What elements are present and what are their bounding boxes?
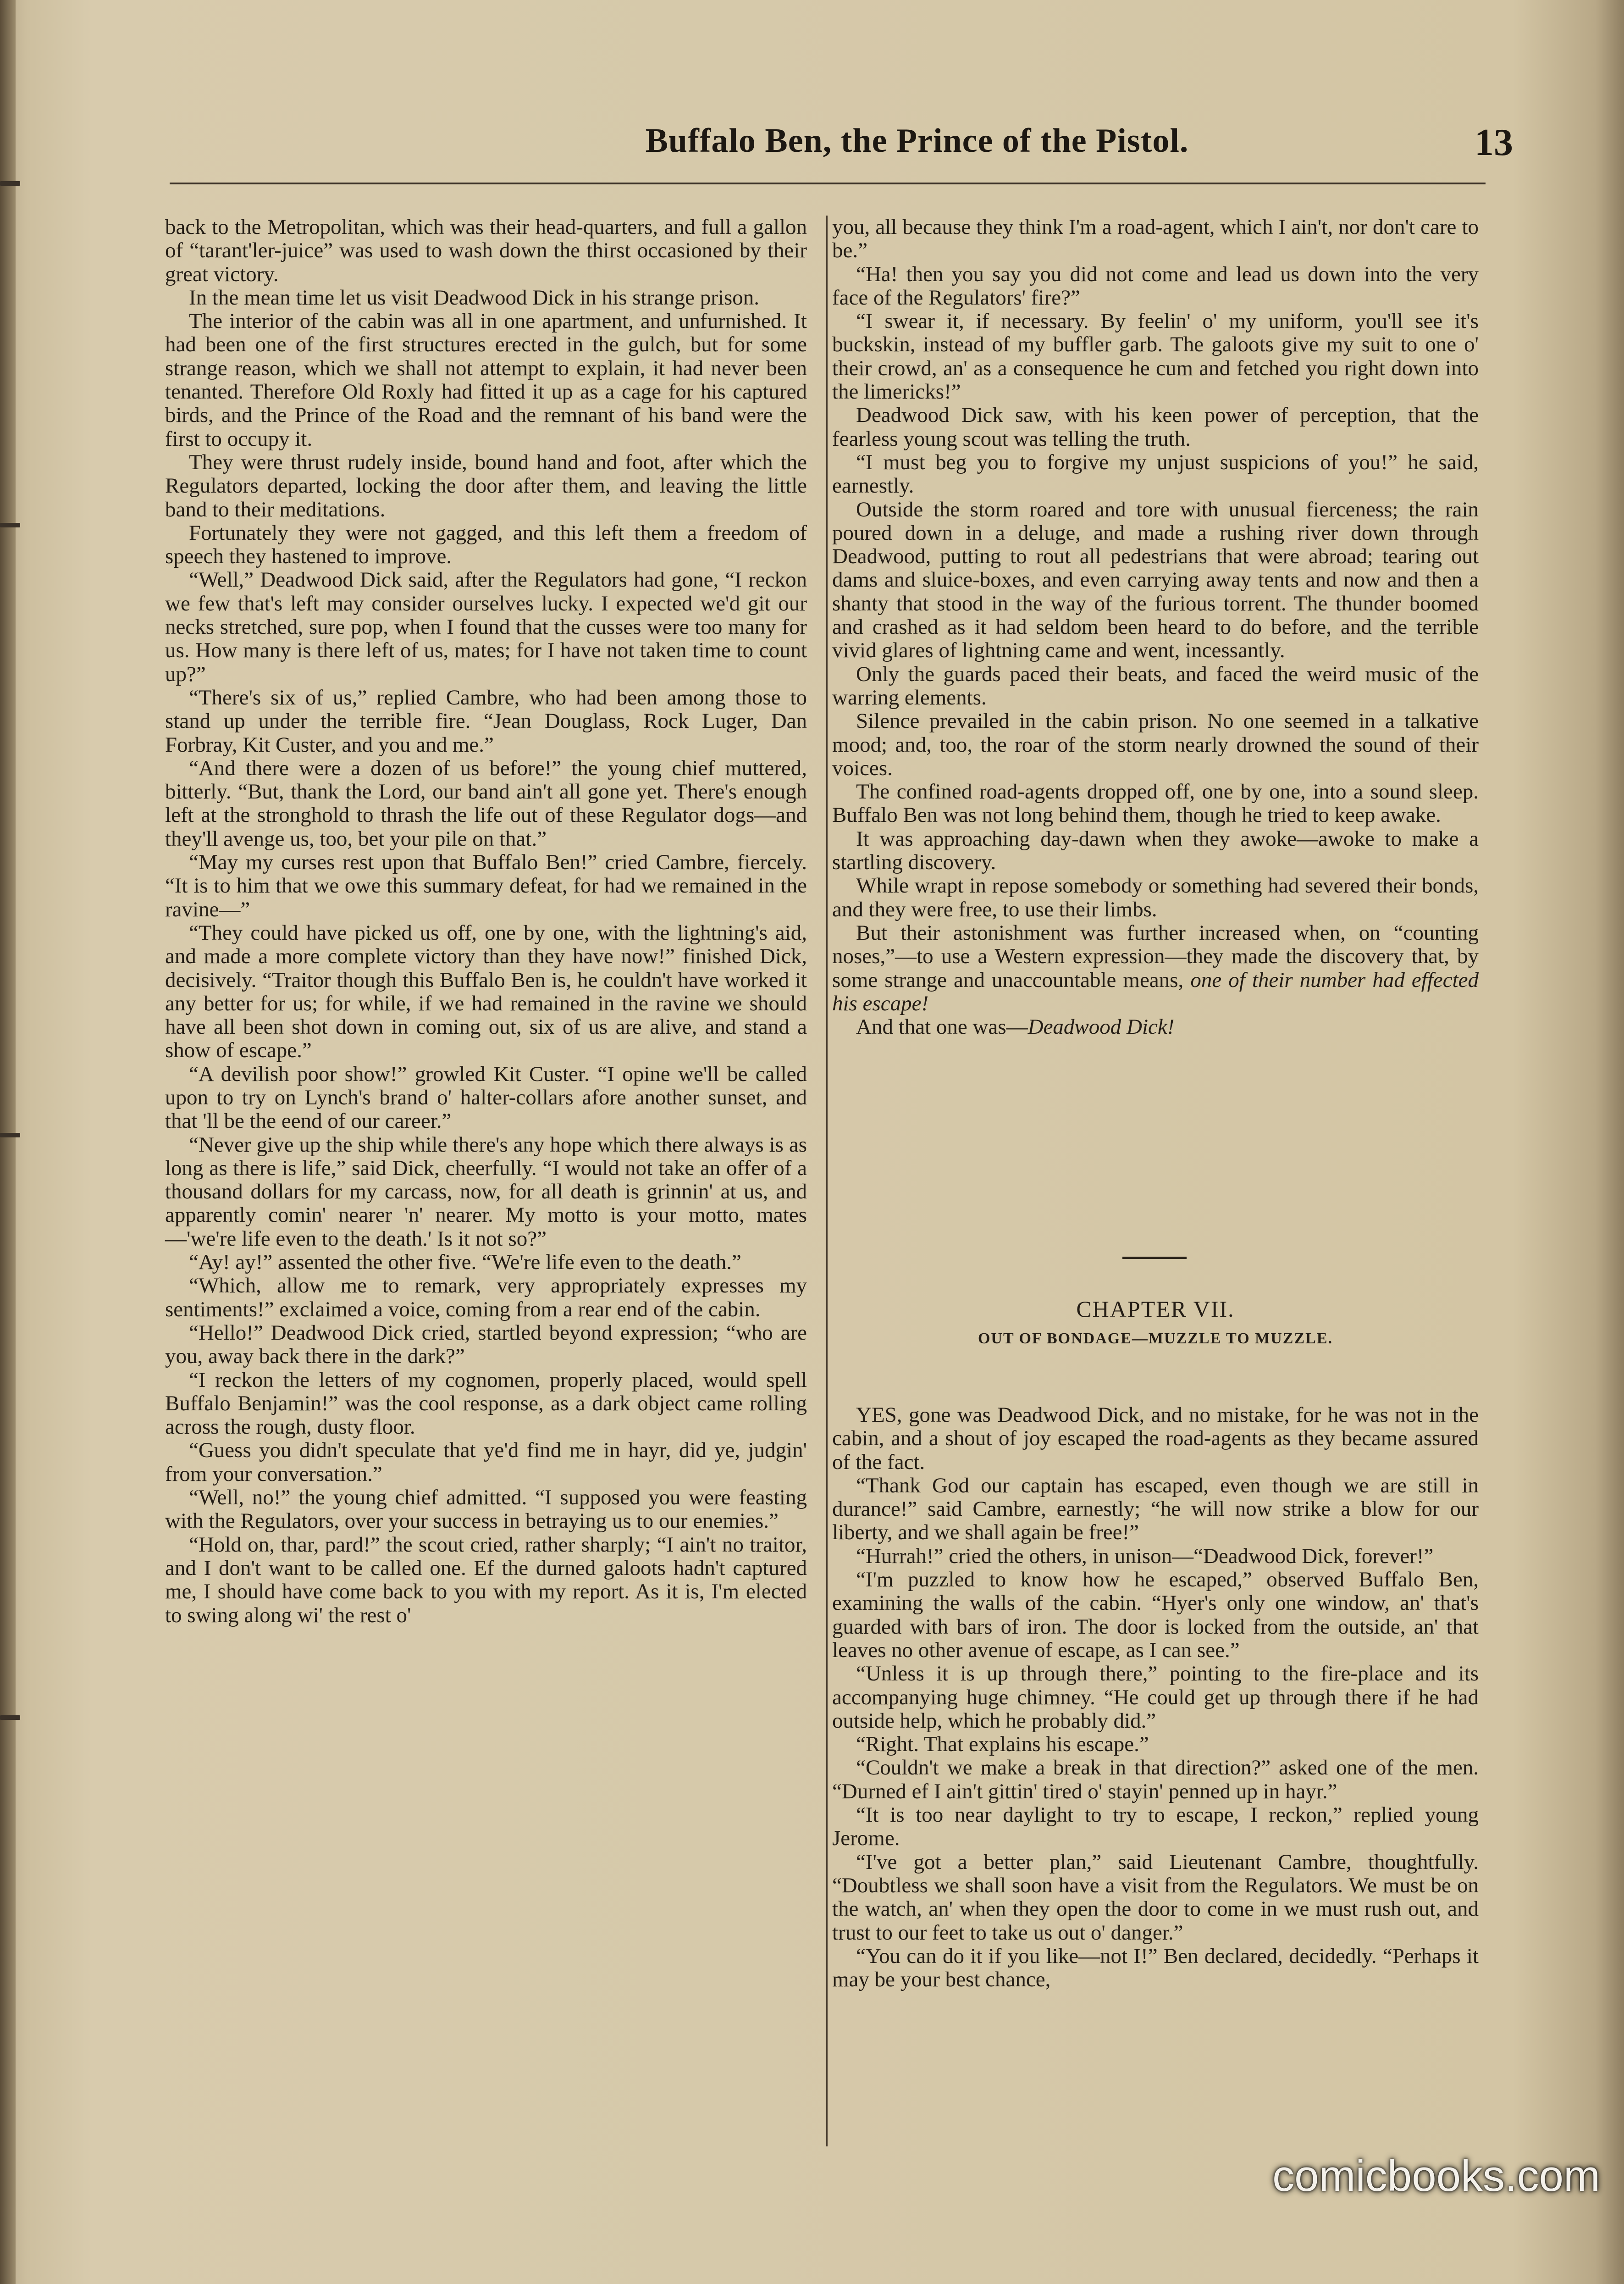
paragraph: “I'm puzzled to know how he escaped,” observed Buffalo Ben, examining the walls of the cabin. “Hyer's only one window, an' that's guarded with bars of iron. The door is locked from the outside, an' that leaves no other avenue of escape, as I can see.” bbox=[832, 1568, 1479, 1662]
staple bbox=[0, 523, 20, 527]
closing-line-prefix: And that one was— bbox=[856, 1015, 1028, 1039]
column-divider bbox=[826, 216, 828, 2146]
closing-line bbox=[832, 1015, 1479, 1039]
right-column-bottom bbox=[832, 1403, 1479, 1991]
escape-phrase: one of their number had effected his escape! bbox=[832, 968, 1479, 1015]
binding-edge bbox=[0, 0, 16, 2284]
paragraph: The interior of the cabin was all in one apartment, and unfurnished. It had been one of the first structures erected in the gulch, but for some strange reason, which we shall not attempt to explain, it had never been tenanted. Therefore Old Roxly had fitted it up as a cage for his captured birds, and the Prince of the Road and the remnant of his band were the first to occupy it. bbox=[165, 309, 807, 451]
paragraph: “I've got a better plan,” said Lieutenant Cambre, thoughtfully. “Doubtless we shall soon have a visit from the Regulators. We must be on the watch, an' when they open the door to come in we must rush out, and trust to our feet to take us out o' danger.” bbox=[832, 1850, 1479, 1945]
page-number: 13 bbox=[1475, 121, 1513, 164]
paragraph: “Guess you didn't speculate that ye'd find me in hayr, did ye, judgin' from your conversation.” bbox=[165, 1438, 807, 1486]
paragraph: back to the Metropolitan, which was their head-quarters, and full a gallon of “tarant'ler-juice” was used to wash down the thirst occasioned by their great victory. bbox=[165, 215, 807, 286]
paragraph: “Unless it is up through there,” pointing to the fire-place and its accompanying huge chimney. “He could get up through there if he had outside help, which he probably did.” bbox=[832, 1662, 1479, 1733]
paragraph: YES, gone was Deadwood Dick, and no mistake, for he was not in the cabin, and a shout of joy escaped the road-agents as they became assured of the fact. bbox=[832, 1403, 1479, 1474]
paragraph: “A devilish poor show!” growled Kit Custer. “I opine we'll be called upon to try on Lynch's brand o' halter-collars afore another sunset, and that 'll be the eend of our career.” bbox=[165, 1062, 807, 1133]
paragraph: While wrapt in repose somebody or something had severed their bonds, and they were free, to use their limbs. bbox=[832, 874, 1479, 921]
paragraph: “Never give up the ship while there's any hope which there always is as long as there is life,” said Dick, cheerfully. “I would not take an offer of a thousand dollars for my carcass, now, for all death is grinnin' at us, and apparently comin' nearer 'n' nearer. My motto is your motto, mates—'we're life even to the death.' Is it not so?” bbox=[165, 1132, 807, 1251]
paragraph: you, all because they think I'm a road-agent, which I ain't, nor don't care to be.” bbox=[832, 215, 1479, 263]
paragraph: “You can do it if you like—not I!” Ben declared, decidedly. “Perhaps it may be your best chance, bbox=[832, 1944, 1479, 1992]
right-column-top bbox=[832, 216, 1479, 1039]
chapter-heading: CHAPTER VII. bbox=[1076, 1296, 1235, 1322]
paragraph: Fortunately they were not gagged, and this left them a freedom of speech they hastened to improve. bbox=[165, 521, 807, 569]
paragraph: In the mean time let us visit Deadwood Dick in his strange prison. bbox=[189, 285, 759, 310]
paragraph: “May my curses rest upon that Buffalo Ben!” cried Cambre, fiercely. “It is to him that we owe this summary defeat, for had we remained in the ravine—” bbox=[165, 850, 807, 921]
paragraph: “Right. That explains his escape.” bbox=[856, 1732, 1149, 1757]
running-title: Buffalo Ben, the Prince of the Pistol. bbox=[645, 122, 1189, 160]
paragraph: “Which, allow me to remark, very appropriately expresses my sentiments!” exclaimed a voice, coming from a rear end of the cabin. bbox=[165, 1274, 807, 1321]
paragraph: “They could have picked us off, one by one, with the lightning's aid, and made a more complete victory than they have now!” finished Dick, decisively. “Traitor though this Buffalo Ben is, he couldn't have worked it any better for us; for while, if we had remained in the ravine we should have all been shot down in coming out, six of us are alive, and stand a show of escape.” bbox=[165, 920, 807, 1063]
paragraph: “I swear it, if necessary. By feelin' o' my uniform, you'll see it's buckskin, instead of my buffler garb. The galoots give my suit to one o' their crowd, an' as a consequence he cum and fetched you right down into the limericks!” bbox=[832, 309, 1479, 404]
paragraph: “Hello!” Deadwood Dick cried, startled beyond expression; “who are you, away back there in the dark?” bbox=[165, 1320, 807, 1369]
staple bbox=[0, 1715, 20, 1720]
paragraph: “Hurrah!” cried the others, in unison—“Deadwood Dick, forever!” bbox=[856, 1544, 1434, 1568]
section-rule bbox=[1122, 1257, 1187, 1259]
watermark: comicbooks.com bbox=[1272, 2151, 1600, 2201]
paragraph: Only the guards paced their beats, and faced the weird music of the warring elements. bbox=[832, 662, 1479, 710]
staple bbox=[0, 1133, 20, 1137]
staple bbox=[0, 181, 20, 186]
paragraph: “Well,” Deadwood Dick said, after the Regulators had gone, “I reckon we few that's left may consider ourselves lucky. I expected we'd git our necks stretched, sure pop, when I found that the cusses were too many for us. How many is there left of us, mates; for I have not taken time to count up?” bbox=[165, 568, 807, 686]
paragraph: “Hold on, thar, pard!” the scout cried, rather sharply; “I ain't no traitor, and I don't want to be called one. Ef the durned galoots hadn't captured me, I should have come back to you with my report. As it is, I'm elected to swing along wi' the rest o' bbox=[165, 1532, 807, 1627]
paragraph: But their astonishment was further increased when, on “counting noses,”—to use a Western expression—they made the discovery that, by some strange and unaccountable means, one of their number had effected his escape! bbox=[832, 920, 1479, 1015]
paragraph: Outside the storm roared and tore with unusual fierceness; the rain poured down in a deluge, and made a rushing river down through Deadwood, putting to rout all pedestrians that were abroad; tearing out dams and sluice-boxes, and even carrying away tents and now and then a shanty that stood in the way of the furious torrent. The thunder boomed and crashed as it had seldom been heard to do before, and the terrible vivid glares of lightning came and went, incessantly. bbox=[832, 497, 1479, 663]
paragraph: “It is too near daylight to try to escape, I reckon,” replied young Jerome. bbox=[832, 1803, 1479, 1851]
paragraph: “I reckon the letters of my cognomen, properly placed, would spell Buffalo Benjamin!” was the cool response, as a dark object came rolling across the rough, dusty floor. bbox=[165, 1368, 807, 1439]
paragraph: “Well, no!” the young chief admitted. “I supposed you were feasting with the Regulators, over your success in betraying us to our enemies.” bbox=[165, 1486, 807, 1533]
paragraph: “Couldn't we make a break in that direction?” asked one of the men. “Durned ef I ain't gittin' tired o' stayin' penned up in hayr.” bbox=[832, 1756, 1479, 1803]
left-column bbox=[165, 216, 807, 1627]
paragraph: They were thrust rudely inside, bound hand and foot, after which the Regulators departed, locking the door after them, and leaving the little band to their meditations. bbox=[165, 450, 807, 521]
paragraph: Silence prevailed in the cabin prison. No one seemed in a talkative mood; and, too, the roar of the storm nearly drowned the sound of their voices. bbox=[832, 709, 1479, 780]
paragraph: The confined road-agents dropped off, one by one, into a sound sleep. Buffalo Ben was not long behind them, though he tried to keep awake. bbox=[832, 780, 1479, 827]
paragraph: “Thank God our captain has escaped, even though we are still in durance!” said Cambre, earnestly; “he will now strike a blow for our liberty, and we shall again be free!” bbox=[832, 1473, 1479, 1545]
paragraph: It was approaching day-dawn when they awoke—awoke to make a startling discovery. bbox=[832, 826, 1479, 875]
paragraph: “And there were a dozen of us before!” the young chief muttered, bitterly. “But, thank the Lord, our band ain't all gone yet. There's enough left at the stronghold to thrash the life out of these Regulator dogs—and they'll avenge us, too, bet your pile on that.” bbox=[165, 756, 807, 851]
paragraph: “I must beg you to forgive my unjust suspicions of you!” he said, earnestly. bbox=[832, 450, 1479, 498]
paragraph: “Ay! ay!” assented the other five. “We're life even to the death.” bbox=[189, 1250, 741, 1275]
paragraph: Deadwood Dick saw, with his keen power of perception, that the fearless young scout was telling the truth. bbox=[832, 403, 1479, 451]
paragraph: “Ha! then you say you did not come and lead us down into the very face of the Regulators' fire?” bbox=[832, 262, 1479, 310]
paragraph: “There's six of us,” replied Cambre, who had been among those to stand up under the terrible fire. “Jean Douglass, Rock Luger, Dan Forbray, Kit Custer, and you and me.” bbox=[165, 685, 807, 757]
closing-line-name: Deadwood Dick! bbox=[1027, 1015, 1175, 1039]
header-rule bbox=[170, 183, 1486, 184]
chapter-subtitle: OUT OF BONDAGE—MUZZLE TO MUZZLE. bbox=[978, 1330, 1333, 1347]
